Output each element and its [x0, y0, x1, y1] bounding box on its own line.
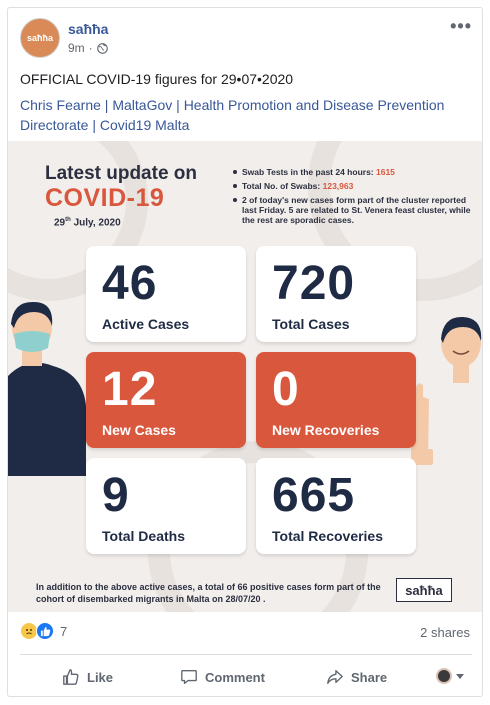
- post-tags: Chris Fearne | MaltaGov | Health Promotion and Disease Prevention Directorate | Covid19 Malta: [20, 97, 445, 133]
- note-swabs-value: 1615: [376, 167, 395, 177]
- stat-value: 665: [272, 469, 356, 522]
- actions-divider: [20, 654, 472, 655]
- viewer-avatar: [436, 668, 452, 684]
- masked-person-illustration: [8, 296, 88, 476]
- comment-icon: [180, 668, 198, 686]
- note-total-swabs: [232, 181, 472, 191]
- stat-label: Total Deaths: [102, 528, 185, 544]
- stat-value: 9: [102, 469, 130, 522]
- stat-label: New Recoveries: [272, 422, 380, 438]
- stat-card-new-recoveries: [256, 352, 416, 448]
- post-time[interactable]: 9m: [68, 41, 85, 55]
- stat-card-new-cases: [86, 352, 246, 448]
- reactions-summary[interactable]: [20, 622, 67, 640]
- stat-value: 46: [102, 257, 158, 310]
- like-reaction-icon: [36, 622, 54, 640]
- post-card: [7, 7, 483, 697]
- tag-covid19-malta[interactable]: Covid19 Malta: [99, 117, 190, 133]
- tag-health-promotion[interactable]: Health Promotion and Disease Prevention Directorate: [20, 97, 445, 133]
- author-name[interactable]: saħħa: [68, 21, 109, 37]
- stat-label: Total Recoveries: [272, 528, 384, 544]
- post-as-selector[interactable]: [436, 668, 464, 684]
- stat-value: 0: [272, 363, 300, 416]
- like-label: Like: [87, 669, 114, 685]
- tag-maltagov[interactable]: MaltaGov: [112, 97, 173, 113]
- avatar-text: saħħa: [26, 33, 53, 43]
- avatar[interactable]: [20, 18, 60, 58]
- stats-notes: [232, 167, 472, 229]
- note-total-value: 123,963: [322, 181, 354, 191]
- stat-label: New Cases: [102, 422, 176, 438]
- share-button[interactable]: [326, 660, 387, 694]
- post-image[interactable]: [8, 141, 482, 612]
- tag-chris-fearne[interactable]: Chris Fearne: [20, 97, 101, 113]
- post-meta: [68, 41, 108, 55]
- date-rest: July, 2020: [73, 217, 121, 229]
- note-clusters: 2 of today's new cases form part of the cluster reported last Friday. 5 are related to St. Venera feast cluster, while the rest are sporadic cases.: [232, 195, 472, 225]
- shares-count[interactable]: 2 shares: [420, 625, 470, 640]
- comment-button[interactable]: [180, 660, 265, 694]
- stat-value: 12: [102, 363, 158, 416]
- reaction-count[interactable]: 7: [60, 623, 68, 639]
- stat-card-active-cases: [86, 246, 246, 342]
- like-icon: [62, 668, 80, 686]
- like-button[interactable]: [62, 660, 113, 694]
- image-heading-line1: Latest update on: [45, 163, 198, 184]
- post-header: [8, 8, 482, 66]
- post-text: OFFICIAL COVID-19 figures for 29•07•2020: [20, 71, 294, 87]
- image-heading-line2: COVID-19: [45, 184, 165, 212]
- share-label: Share: [351, 669, 388, 685]
- image-date: [54, 217, 121, 228]
- brand-logo: saħħa: [396, 578, 452, 602]
- share-icon: [326, 668, 344, 686]
- date-day: 29: [54, 217, 66, 229]
- stat-card-total-recoveries: [256, 458, 416, 554]
- stat-value: 720: [272, 257, 356, 310]
- date-suffix: th: [65, 217, 71, 223]
- note-swabs-24h: [232, 167, 472, 177]
- stat-card-total-cases: [256, 246, 416, 342]
- dot-separator: ·: [88, 41, 93, 55]
- more-icon[interactable]: •••: [450, 16, 472, 36]
- post-actions: [8, 660, 482, 696]
- stat-label: Total Cases: [272, 316, 350, 332]
- image-footnote: In addition to the above active cases, a total of 66 positive cases form part of the cohort of disembarked migrants in Malta on 28/07/20 .: [36, 582, 381, 604]
- note-swabs-label: Swab Tests in the past 24 hours:: [242, 167, 374, 177]
- chevron-down-icon: [456, 674, 464, 679]
- comment-label: Comment: [205, 669, 265, 685]
- note-total-label: Total No. of Swabs:: [242, 181, 321, 191]
- globe-icon[interactable]: [97, 43, 108, 54]
- stat-card-total-deaths: [86, 458, 246, 554]
- stat-label: Active Cases: [102, 316, 190, 332]
